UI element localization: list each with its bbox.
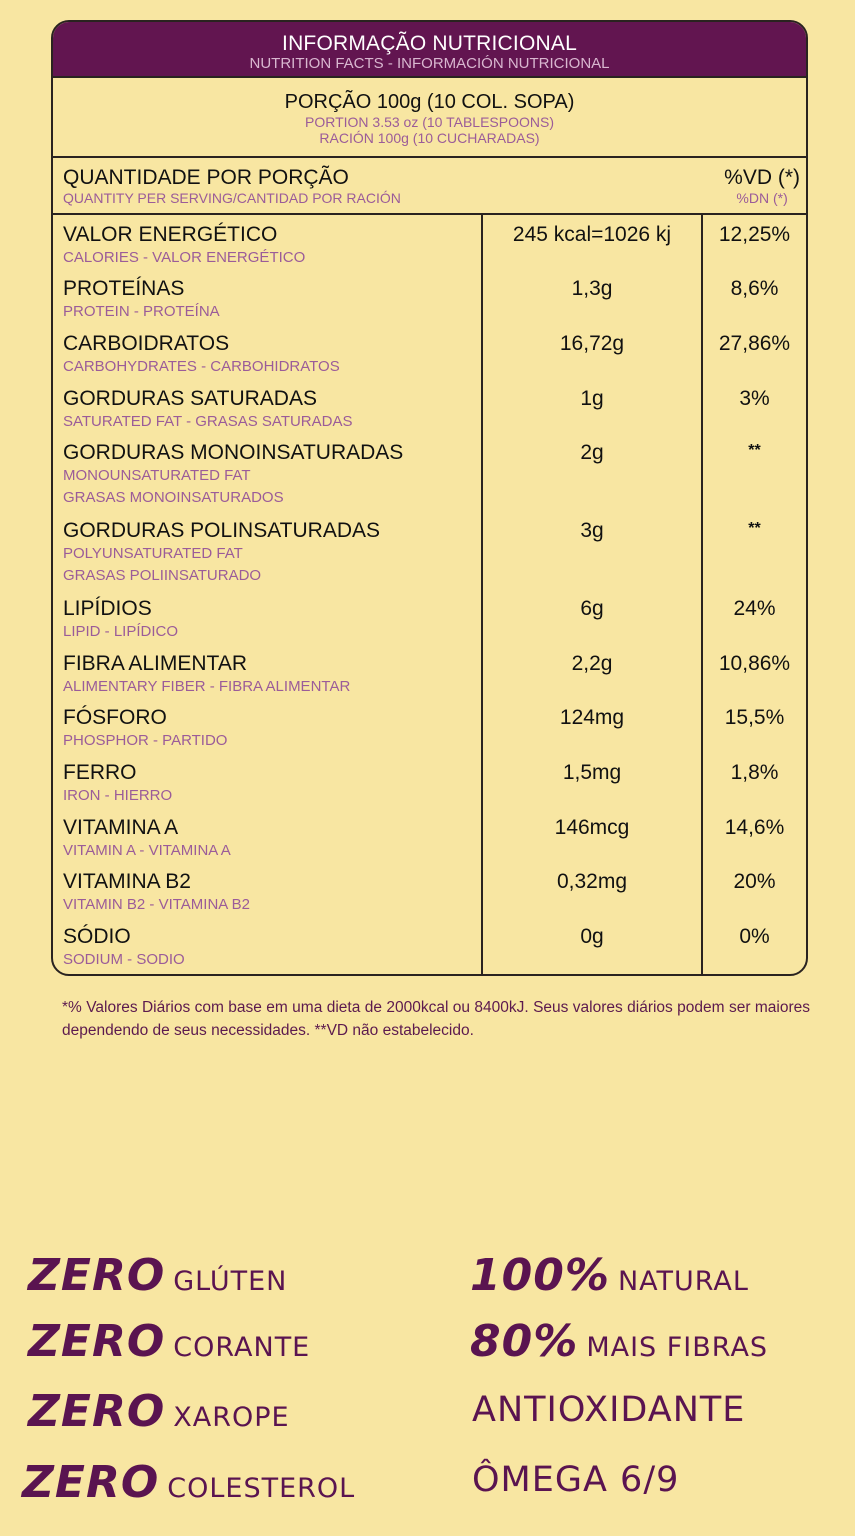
- claim-left-2: [28, 1386, 290, 1437]
- claim-big: 100%: [470, 1250, 610, 1301]
- claim-right-2: [472, 1390, 745, 1430]
- claim-small: GLÚTEN: [173, 1266, 288, 1297]
- column-divider: [701, 215, 703, 976]
- nutrient-translation: CALORIES - VALOR ENERGÉTICO: [63, 249, 306, 266]
- table-subtitle: NUTRITION FACTS - INFORMACIÓN NUTRICIONAL: [249, 55, 610, 72]
- nutrient-name-cell: [63, 519, 483, 587]
- nutrient-translation: VITAMIN A - VITAMINA A: [63, 842, 231, 859]
- nutrient-daily-value: **: [748, 442, 761, 459]
- nutrient-daily-value: 3%: [739, 387, 770, 410]
- nutrient-daily-value: 8,6%: [730, 277, 779, 300]
- nutrient-rows: [53, 215, 806, 976]
- nutrient-amount: 0,32mg: [556, 870, 628, 893]
- nutrient-name: FERRO: [63, 761, 137, 784]
- claim-big: ZERO: [22, 1457, 160, 1508]
- nutrient-amount: 6g: [580, 597, 604, 620]
- claim-left-1: [28, 1316, 310, 1367]
- claim-small: CORANTE: [173, 1332, 311, 1363]
- nutrient-daily-value: 1,8%: [730, 761, 779, 784]
- nutrient-name: CARBOIDRATOS: [63, 332, 230, 355]
- nutrient-daily-value: 24%: [733, 597, 776, 620]
- nutrient-name-cell: [63, 597, 483, 643]
- nutrient-daily-value: 10,86%: [718, 652, 791, 675]
- quantity-header-trans: QUANTITY PER SERVING/CANTIDAD POR RACIÓN: [63, 190, 401, 206]
- nutrient-name-cell: [63, 816, 483, 862]
- nutrient-amount: 0g: [580, 925, 604, 948]
- claim-right-3: [472, 1460, 679, 1500]
- nutrient-name-cell: [63, 870, 483, 916]
- nutrient-name-cell: [63, 277, 483, 323]
- nutrient-amount: 1,5mg: [562, 761, 622, 784]
- footnote: *% Valores Diários com base em uma dieta de 2000kcal ou 8400kJ. Seus valores diários podem ser maiores dependendo de seus necessidades. **VD não estabelecido.: [62, 999, 810, 1039]
- nutrient-name-cell: [63, 387, 483, 433]
- portion-pt: PORÇÃO 100g (10 COL. SOPA): [284, 91, 575, 113]
- claim-big: 80%: [470, 1316, 579, 1367]
- nutrient-name-cell: [63, 332, 483, 378]
- product-claims: [0, 1250, 855, 1520]
- nutrient-name: GORDURAS SATURADAS: [63, 387, 317, 410]
- portion-en: PORTION 3.53 oz (10 TABLESPOONS): [305, 114, 554, 130]
- nutrient-translation: POLYUNSATURATED FAT: [63, 545, 243, 562]
- nutrient-daily-value: **: [748, 520, 761, 537]
- nutrient-name: FÓSFORO: [63, 706, 167, 729]
- nutrient-name: VALOR ENERGÉTICO: [63, 223, 278, 246]
- nutrient-translation: LIPID - LIPÍDICO: [63, 623, 179, 640]
- nutrient-amount: 245 kcal=1026 kj: [512, 223, 672, 246]
- dn-label: %DN (*): [736, 190, 788, 206]
- nutrient-translation: SATURATED FAT - GRASAS SATURADAS: [63, 413, 353, 430]
- portion-section: [53, 78, 806, 158]
- quantity-header-pt: QUANTIDADE POR PORÇÃO: [63, 166, 349, 189]
- claim-text: ANTIOXIDANTE: [472, 1390, 746, 1430]
- claim-small: COLESTEROL: [167, 1473, 356, 1504]
- nutrient-name-cell: [63, 652, 483, 698]
- nutrient-daily-value: 14,6%: [724, 816, 785, 839]
- nutrient-name-cell: [63, 706, 483, 752]
- nutrient-translation: GRASAS MONOINSATURADOS: [63, 489, 284, 506]
- nutrient-name: SÓDIO: [63, 925, 131, 948]
- nutrient-translation: GRASAS POLIINSATURADO: [63, 567, 262, 584]
- nutrient-name: GORDURAS MONOINSATURADAS: [63, 441, 404, 464]
- nutrient-translation: ALIMENTARY FIBER - FIBRA ALIMENTAR: [63, 678, 351, 695]
- nutrient-amount: 16,72g: [559, 332, 625, 355]
- claim-small: MAIS FIBRAS: [586, 1332, 769, 1363]
- nutrient-translation: VITAMIN B2 - VITAMINA B2: [63, 896, 250, 913]
- nutrient-amount: 146mcg: [554, 816, 630, 839]
- claim-small: XAROPE: [173, 1402, 290, 1433]
- claim-big: ZERO: [28, 1386, 166, 1437]
- claim-right-0: [470, 1250, 749, 1301]
- nutrient-daily-value: 15,5%: [724, 706, 785, 729]
- nutrient-translation: SODIUM - SODIO: [63, 951, 185, 968]
- nutrient-name: LIPÍDIOS: [63, 597, 152, 620]
- nutrient-amount: 1g: [580, 387, 604, 410]
- nutrient-name: GORDURAS POLINSATURADAS: [63, 519, 380, 542]
- nutrient-translation: PROTEIN - PROTEÍNA: [63, 303, 220, 320]
- vd-label: %VD (*): [724, 166, 800, 189]
- nutrient-daily-value: 20%: [733, 870, 776, 893]
- nutrient-amount: 1,3g: [571, 277, 613, 300]
- nutrient-name: FIBRA ALIMENTAR: [63, 652, 247, 675]
- claim-right-1: [470, 1316, 768, 1367]
- daily-value-header: [724, 166, 800, 206]
- nutrient-name: VITAMINA A: [63, 816, 179, 839]
- table-header: [53, 22, 806, 78]
- claim-small: NATURAL: [617, 1266, 749, 1297]
- nutrient-translation: CARBOHYDRATES - CARBOHIDRATOS: [63, 358, 340, 375]
- claim-big: ZERO: [28, 1316, 166, 1367]
- nutrition-facts-table: [51, 20, 808, 976]
- claim-left-0: [28, 1250, 287, 1301]
- nutrient-name-cell: [63, 441, 483, 509]
- nutrient-translation: PHOSPHOR - PARTIDO: [63, 732, 228, 749]
- claim-left-3: [22, 1457, 355, 1508]
- nutrient-amount: 124mg: [559, 706, 625, 729]
- nutrient-daily-value: 0%: [739, 925, 770, 948]
- nutrient-translation: IRON - HIERRO: [63, 787, 173, 804]
- nutrient-name-cell: [63, 925, 483, 971]
- quantity-header: [53, 158, 806, 215]
- table-title: INFORMAÇÃO NUTRICIONAL: [282, 32, 577, 55]
- nutrient-amount: 3g: [580, 519, 604, 542]
- nutrient-name-cell: [63, 223, 483, 269]
- nutrient-name-cell: [63, 761, 483, 807]
- nutrient-daily-value: 27,86%: [718, 332, 791, 355]
- claim-text: ÔMEGA 6/9: [472, 1460, 680, 1500]
- claim-big: ZERO: [28, 1250, 166, 1301]
- nutrient-name: PROTEÍNAS: [63, 277, 185, 300]
- nutrient-amount: 2,2g: [571, 652, 613, 675]
- nutrient-translation: MONOUNSATURATED FAT: [63, 467, 251, 484]
- nutrient-name: VITAMINA B2: [63, 870, 191, 893]
- portion-es: RACIÓN 100g (10 CUCHARADAS): [319, 130, 540, 146]
- nutrient-daily-value: 12,25%: [718, 223, 791, 246]
- nutrient-amount: 2g: [580, 441, 604, 464]
